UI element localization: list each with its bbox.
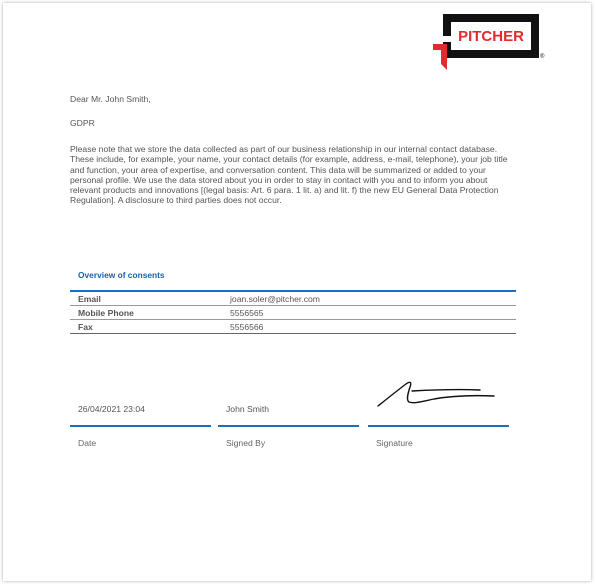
table-row [70, 305, 516, 319]
consents-title: Overview of consents [78, 270, 165, 280]
consent-label: Email [78, 293, 101, 304]
consent-label: Mobile Phone [78, 307, 134, 318]
date-line [70, 425, 211, 427]
consent-value: 5556565 [230, 307, 264, 318]
signature-label: Signature [376, 438, 413, 448]
signed-by-label: Signed By [226, 438, 266, 448]
greeting: Dear Mr. John Smith, [70, 94, 151, 104]
consent-label: Fax [78, 321, 93, 332]
signed-by-line [218, 425, 359, 427]
consents-table [70, 290, 516, 334]
logo-text: PITCHER [458, 28, 524, 45]
date-label: Date [78, 438, 97, 448]
consent-value: joan.soler@pitcher.com [230, 293, 320, 304]
consent-value: 5556566 [230, 321, 264, 332]
subject-line: GDPR [70, 118, 95, 128]
table-row [70, 292, 516, 305]
handwritten-signature [376, 378, 506, 410]
table-row [70, 319, 516, 333]
signed-by-value: John Smith [226, 404, 269, 414]
letter-body: Please note that we store the data collected as part of our business relationship in our internal contact database. These include, for example, your name, your contact details (for example, address, e-mail, telephone), your job title and function, your area of expertise, and conversation content. This data will be summarized or added to your personal profile. We use the data stored about you in order to stay in contact with you and to inform you about relevant products and innovations [(legal basis: Art. 6 para. 1 lit. a) and lit. f) the new EU General Data Protection Regulation]. A disclosure to third parties does not occur. [70, 144, 508, 206]
signature-line [368, 425, 509, 427]
date-value: 26/04/2021 23:04 [78, 404, 145, 414]
registered-mark: ® [540, 54, 545, 60]
pitcher-logo [433, 14, 545, 72]
